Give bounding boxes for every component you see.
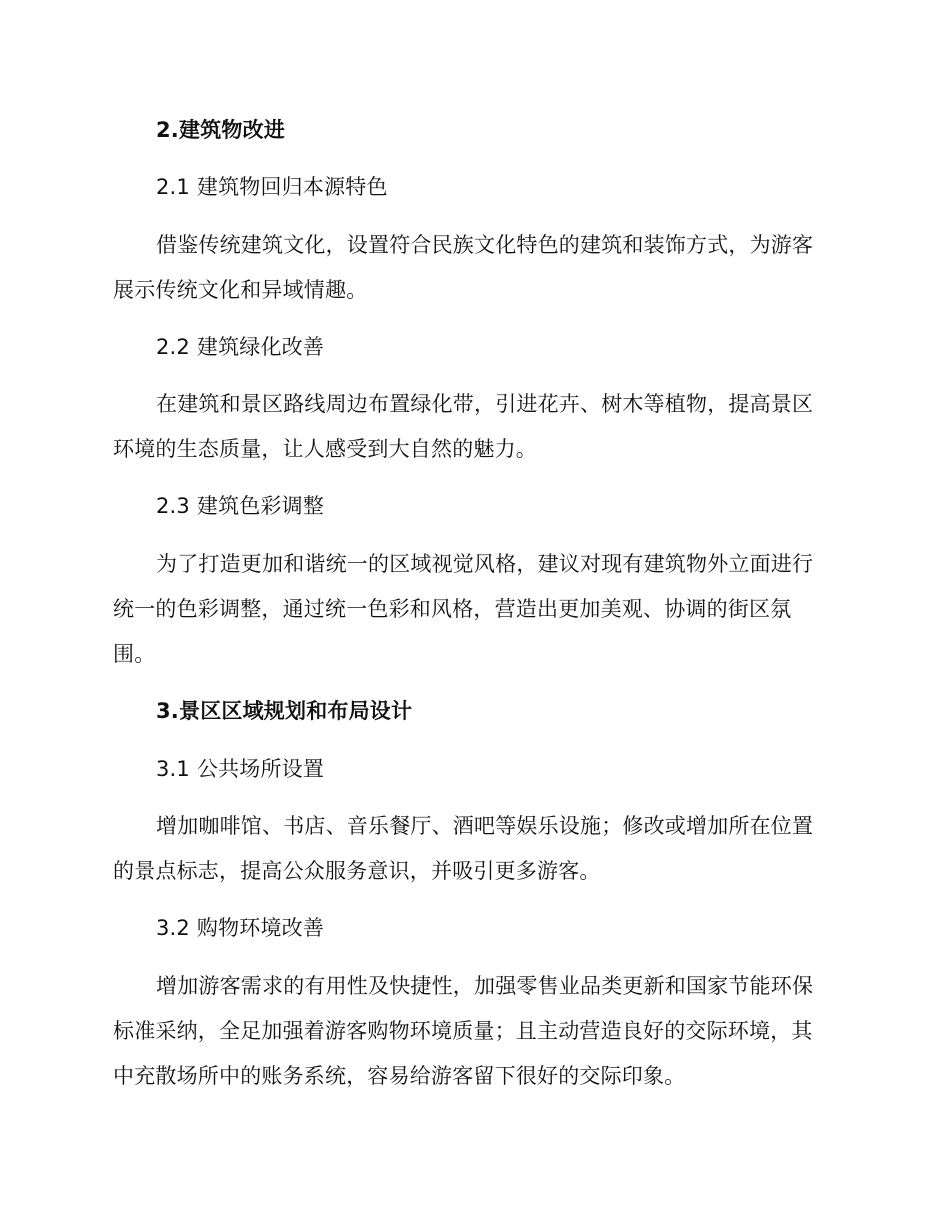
paragraph-line: 为了打造更加和谐统一的区域视觉风格，建议对现有建筑物外立面进行 bbox=[156, 552, 814, 576]
subsection-2-1-title: 2.1 建筑物回归本源特色 bbox=[156, 175, 388, 199]
paragraph-line: 统一的色彩调整，通过统一色彩和风格，营造出更加美观、协调的街区氛 bbox=[113, 597, 792, 621]
section-3-heading: 3.景区区域规划和布局设计 bbox=[156, 699, 413, 723]
paragraph-line: 围。 bbox=[113, 642, 156, 666]
subsection-2-3-title: 2.3 建筑色彩调整 bbox=[156, 494, 325, 518]
paragraph-line: 标准采纳，全足加强着游客购物环境质量；且主动营造良好的交际环境，其 bbox=[113, 1019, 813, 1043]
paragraph-line: 中充散场所中的账务系统，容易给游客留下很好的交际印象。 bbox=[113, 1064, 686, 1088]
paragraph-line: 增加咖啡馆、书店、音乐餐厅、酒吧等娱乐设施；修改或增加所在位置 bbox=[156, 814, 814, 838]
paragraph-line: 在建筑和景区路线周边布置绿化带，引进花卉、树木等植物，提高景区 bbox=[156, 392, 814, 416]
subsection-3-2-title: 3.2 购物环境改善 bbox=[156, 916, 325, 940]
paragraph-line: 借鉴传统建筑文化，设置符合民族文化特色的建筑和装饰方式，为游客 bbox=[156, 233, 814, 257]
paragraph-line: 环境的生态质量，让人感受到大自然的魅力。 bbox=[113, 437, 537, 461]
subsection-2-2-title: 2.2 建筑绿化改善 bbox=[156, 335, 325, 359]
section-2-heading: 2.建筑物改进 bbox=[156, 118, 285, 142]
paragraph-line: 的景点标志，提高公众服务意识，并吸引更多游客。 bbox=[113, 859, 601, 883]
paragraph-line: 增加游客需求的有用性及快捷性，加强零售业品类更新和国家节能环保 bbox=[156, 974, 814, 998]
paragraph-line: 展示传统文化和异域情趣。 bbox=[113, 278, 368, 302]
subsection-3-1-title: 3.1 公共场所设置 bbox=[156, 757, 325, 781]
